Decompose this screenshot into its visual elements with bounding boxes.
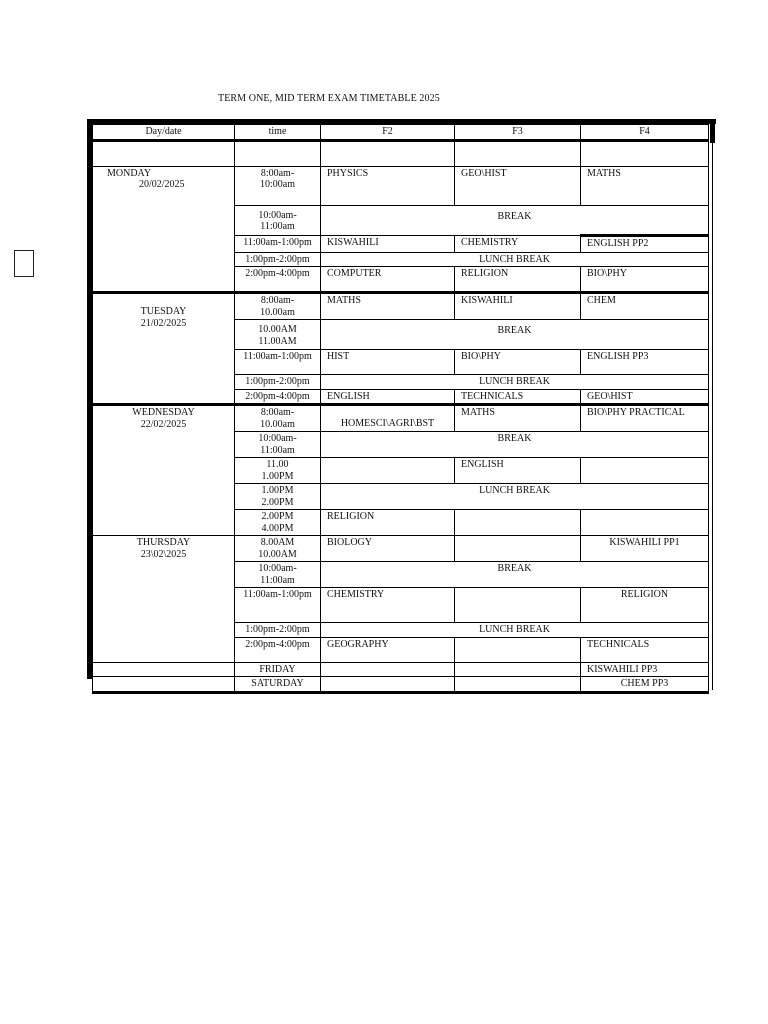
day-name: MONDAY <box>107 167 152 179</box>
table-row <box>93 677 709 693</box>
table-row <box>93 293 709 320</box>
time-cell: 8.00AM 10.00AM <box>235 536 321 562</box>
table-row <box>93 166 709 205</box>
time-cell: 1.00PM 2.00PM <box>235 484 321 510</box>
header-f2: F2 <box>321 125 455 141</box>
break-cell: BREAK <box>321 562 709 588</box>
exam-timetable <box>92 124 709 694</box>
f4-cell: KISWAHILI PP3 <box>581 662 709 677</box>
f3-cell: ENGLISH <box>455 458 581 484</box>
day-cell-monday <box>93 166 235 293</box>
frame-right-border <box>712 121 713 690</box>
f4-cell: CHEM PP3 <box>581 677 709 693</box>
time-cell: 2:00pm-4:00pm <box>235 637 321 662</box>
time-cell: 10:00am- 11:00am <box>235 432 321 458</box>
lunch-break-cell: LUNCH BREAK <box>321 252 709 267</box>
time-cell: 8:00am- 10.00am <box>235 405 321 432</box>
time-cell: 10.00AM 11.00AM <box>235 320 321 350</box>
f2-cell: HIST <box>321 350 455 375</box>
day-date: 23\02\2025 <box>140 548 187 560</box>
f3-cell: TECHNICALS <box>455 389 581 405</box>
f2-cell: ENGLISH <box>321 389 455 405</box>
f3-cell <box>455 510 581 536</box>
f2-cell: HOMESCI\AGRI\BST <box>321 405 455 432</box>
f2-cell: GEOGRAPHY <box>321 637 455 662</box>
margin-box <box>14 250 34 277</box>
f4-cell: KISWAHILI PP1 <box>581 536 709 562</box>
time-cell: 10:00am- 11:00am <box>235 205 321 235</box>
f4-cell: TECHNICALS <box>581 637 709 662</box>
table-row <box>93 536 709 562</box>
f2-cell: BIOLOGY <box>321 536 455 562</box>
document-title: TERM ONE, MID TERM EXAM TIMETABLE 2025 <box>218 93 440 104</box>
time-cell: 8:00am- 10.00am <box>235 293 321 320</box>
time-cell: 8:00am- 10:00am <box>235 166 321 205</box>
time-cell: 2.00PM 4.00PM <box>235 510 321 536</box>
time-cell: 11:00am-1:00pm <box>235 350 321 375</box>
f3-cell <box>455 536 581 562</box>
f3-cell: KISWAHILI <box>455 293 581 320</box>
f2-cell: PHYSICS <box>321 166 455 205</box>
break-cell: BREAK <box>321 432 709 458</box>
f3-cell: BIO\PHY <box>455 350 581 375</box>
lunch-break-cell: LUNCH BREAK <box>321 484 709 510</box>
f2-cell: COMPUTER <box>321 267 455 293</box>
time-cell: 2:00pm-4:00pm <box>235 267 321 293</box>
f2-cell: CHEMISTRY <box>321 588 455 623</box>
time-cell: 1:00pm-2:00pm <box>235 375 321 390</box>
header-row <box>93 125 709 141</box>
f4-cell: RELIGION <box>581 588 709 623</box>
f3-cell: CHEMISTRY <box>455 235 581 252</box>
day-label-friday: FRIDAY <box>235 662 321 677</box>
f4-cell <box>581 458 709 484</box>
blank-row <box>93 140 709 166</box>
time-cell: 1:00pm-2:00pm <box>235 252 321 267</box>
f4-cell <box>581 510 709 536</box>
table-row <box>93 405 709 432</box>
f4-cell: GEO\HIST <box>581 389 709 405</box>
time-cell: 11:00am-1:00pm <box>235 588 321 623</box>
f3-cell <box>455 637 581 662</box>
f2-cell: KISWAHILI <box>321 235 455 252</box>
f2-cell: RELIGION <box>321 510 455 536</box>
day-name: TUESDAY <box>140 306 187 317</box>
f4-cell: ENGLISH PP3 <box>581 350 709 375</box>
day-date: 21/02/2025 <box>140 317 187 329</box>
lunch-break-cell: LUNCH BREAK <box>321 623 709 638</box>
header-time: time <box>235 125 321 141</box>
f2-cell <box>321 458 455 484</box>
header-f3: F3 <box>455 125 581 141</box>
day-cell-tuesday <box>93 293 235 405</box>
day-date: 20/02/2025 <box>139 179 185 190</box>
table-row <box>93 662 709 677</box>
day-cell-thursday <box>93 536 235 663</box>
lunch-break-cell: LUNCH BREAK <box>321 375 709 390</box>
f2-cell: MATHS <box>321 293 455 320</box>
f3-cell: MATHS <box>455 405 581 432</box>
header-f4: F4 <box>581 125 709 141</box>
f3-cell <box>455 588 581 623</box>
f4-cell: MATHS <box>581 166 709 205</box>
day-name: WEDNESDAY <box>132 407 195 418</box>
time-cell: 2:00pm-4:00pm <box>235 389 321 405</box>
f4-cell: CHEM <box>581 293 709 320</box>
time-cell: 11:00am-1:00pm <box>235 235 321 252</box>
break-cell: BREAK <box>321 205 709 235</box>
time-cell: 1:00pm-2:00pm <box>235 623 321 638</box>
day-label-saturday: SATURDAY <box>235 677 321 693</box>
f4-cell: BIO\PHY <box>581 267 709 293</box>
break-cell: BREAK <box>321 320 709 350</box>
day-date: 22/02/2025 <box>140 418 187 430</box>
time-cell: 10:00am- 11:00am <box>235 562 321 588</box>
f4-cell: BIO\PHY PRACTICAL <box>581 405 709 432</box>
day-name: THURSDAY <box>136 537 191 548</box>
day-cell-wednesday <box>93 405 235 536</box>
time-cell: 11.00 1.00PM <box>235 458 321 484</box>
f3-cell: GEO\HIST <box>455 166 581 205</box>
header-day-date: Day/date <box>93 125 235 141</box>
f4-cell: ENGLISH PP2 <box>581 235 709 252</box>
f3-cell: RELIGION <box>455 267 581 293</box>
